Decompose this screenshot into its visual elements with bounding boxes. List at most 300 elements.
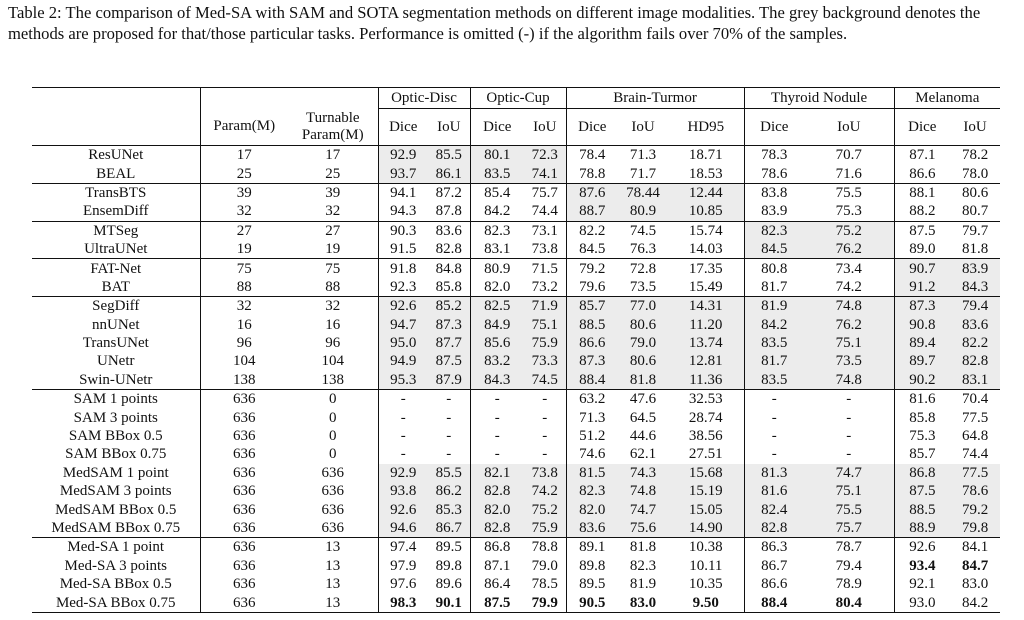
metric-cell: - — [378, 390, 428, 409]
metric-cell: 82.3 — [744, 221, 804, 240]
metric-cell: - — [542, 409, 548, 426]
param-cell: 25 — [200, 164, 288, 183]
metric-cell: 73.1 — [531, 222, 558, 239]
turnable-param-cell: 636 — [321, 501, 344, 518]
method-cell: nnUNet — [92, 316, 140, 333]
metric-cell: 73.8 — [524, 240, 566, 259]
metric-cell: - — [744, 408, 804, 426]
metric-cell: 77.5 — [950, 464, 1000, 482]
table-row — [32, 278, 1000, 297]
metric-cell: 95.0 — [378, 334, 428, 352]
metric-cell: 88.5 — [566, 316, 618, 334]
turnable-line1: Turnable — [305, 109, 360, 126]
turnable-param-cell: 0 — [329, 409, 337, 426]
metric-cell: 85.4 — [470, 183, 524, 202]
param-cell: 32 — [200, 202, 288, 221]
metric-cell: 85.3 — [428, 500, 470, 518]
metric-cell: 12.81 — [668, 352, 744, 370]
table-row — [32, 202, 1000, 221]
metric-cell: 84.2 — [744, 316, 804, 334]
method-cell: Med-SA 1 point — [67, 539, 165, 556]
method-cell: Med-SA BBox 0.75 — [32, 593, 200, 612]
header-row-groups — [32, 88, 1000, 109]
metric-cell: 78.6 — [744, 164, 804, 183]
metric-cell: 27.51 — [688, 446, 723, 463]
metric-cell: - — [470, 427, 524, 445]
metric-cell: 71.3 — [566, 408, 618, 426]
metric-cell: 83.9 — [744, 202, 804, 221]
table-row — [32, 297, 1000, 316]
metric-cell: 82.3 — [629, 557, 657, 574]
method-cell: UltraUNet — [32, 240, 200, 259]
metric-cell: 87.7 — [428, 334, 470, 352]
metric-cell: 9.50 — [668, 593, 744, 612]
group-header-optic-cup: Optic-Cup — [470, 88, 566, 109]
metric-cell: 89.5 — [566, 575, 618, 593]
metric-cell: 11.36 — [668, 371, 744, 390]
metric-cell: 63.2 — [566, 390, 618, 409]
param-cell: 636 — [200, 557, 288, 575]
header-dice-melanoma: Dice — [894, 109, 950, 146]
metric-cell: 79.0 — [531, 557, 558, 574]
metric-cell: 90.2 — [894, 371, 950, 390]
metric-cell: 44.6 — [629, 428, 657, 445]
metric-cell: 78.3 — [744, 146, 804, 165]
metric-cell: 84.5 — [566, 240, 618, 259]
method-cell: MTSeg — [93, 222, 139, 239]
metric-cell: 87.8 — [428, 202, 470, 221]
metric-cell: 15.49 — [668, 278, 744, 297]
metric-cell: - — [744, 390, 804, 409]
turnable-param-cell: 39 — [325, 184, 341, 201]
table-row — [32, 259, 1000, 278]
metric-cell: 86.4 — [470, 575, 524, 593]
metric-cell: - — [846, 428, 852, 445]
metric-cell: - — [470, 445, 524, 463]
metric-cell: 75.2 — [524, 500, 566, 518]
turnable-param-cell: 636 — [321, 483, 344, 500]
metric-cell: - — [846, 409, 852, 426]
metric-cell: 86.8 — [470, 538, 524, 557]
metric-cell: 74.8 — [804, 371, 894, 390]
metric-cell: 75.7 — [804, 519, 894, 538]
metric-cell: 75.9 — [524, 519, 566, 538]
turnable-param-cell: 636 — [321, 464, 344, 481]
metric-cell: 75.1 — [804, 482, 894, 500]
metric-cell: 93.8 — [378, 482, 428, 500]
table-row — [32, 538, 1000, 557]
metric-cell: 77.5 — [961, 409, 989, 426]
metric-cell: 79.6 — [566, 278, 618, 297]
metric-cell: 76.3 — [618, 240, 668, 259]
param-cell: 96 — [200, 334, 288, 352]
metric-cell: 82.3 — [566, 482, 618, 500]
metric-cell: 85.2 — [428, 297, 470, 316]
metric-cell: - — [542, 446, 548, 463]
metric-cell: 89.7 — [894, 352, 950, 370]
turnable-param-cell: 25 — [288, 164, 378, 183]
param-cell: 636 — [200, 445, 288, 463]
metric-cell: 73.8 — [524, 464, 566, 482]
metric-cell: 78.9 — [835, 576, 862, 593]
metric-cell: 78.5 — [531, 576, 558, 593]
metric-cell: 75.5 — [804, 500, 894, 518]
metric-cell: 89.4 — [894, 334, 950, 352]
metric-cell: 18.53 — [668, 164, 744, 183]
metric-cell: 83.9 — [950, 259, 1000, 278]
metric-cell: 64.5 — [629, 409, 657, 426]
metric-cell: 82.0 — [470, 278, 524, 297]
metric-cell: 80.4 — [804, 593, 894, 612]
metric-cell: - — [470, 390, 524, 409]
metric-cell: 78.0 — [950, 164, 1000, 183]
metric-cell: 14.31 — [668, 297, 744, 316]
header-iou-cup: IoU — [524, 109, 566, 146]
header-method-blank — [32, 88, 200, 109]
metric-cell: 92.6 — [378, 297, 428, 316]
metric-cell: - — [446, 409, 452, 426]
metric-cell: 80.8 — [744, 259, 804, 278]
metric-cell: 83.1 — [950, 371, 1000, 390]
metric-cell: 14.03 — [668, 240, 744, 259]
metric-cell: 75.2 — [804, 221, 894, 240]
metric-cell: 10.11 — [689, 557, 723, 574]
metric-cell: 97.6 — [378, 575, 428, 593]
metric-cell: - — [446, 446, 452, 463]
table-row — [32, 183, 1000, 202]
table-row — [32, 519, 1000, 538]
header-turnable-param — [288, 109, 378, 146]
method-cell: SAM 1 points — [73, 391, 158, 408]
metric-cell: 87.2 — [435, 184, 462, 201]
metric-cell: - — [446, 428, 452, 445]
metric-cell: 86.6 — [744, 575, 804, 593]
method-cell: SAM 3 points — [73, 409, 158, 426]
header-iou-disc: IoU — [428, 109, 470, 146]
turnable-param-cell: 13 — [325, 539, 341, 556]
metric-cell: 82.2 — [566, 221, 618, 240]
metric-cell: 74.7 — [618, 500, 668, 518]
turnable-param-cell: 636 — [288, 519, 378, 538]
metric-cell: - — [846, 446, 852, 463]
table-row — [32, 390, 1000, 409]
metric-cell: 84.7 — [961, 557, 989, 574]
metric-cell: 71.7 — [618, 164, 668, 183]
metric-cell: 92.6 — [378, 500, 428, 518]
group-header-optic-disc: Optic-Disc — [378, 88, 470, 109]
param-cell: 636 — [200, 593, 288, 612]
metric-cell: 81.8 — [950, 240, 1000, 259]
param-cell: 104 — [200, 352, 288, 370]
metric-cell: 74.4 — [524, 202, 566, 221]
turnable-param-cell: 19 — [288, 240, 378, 259]
method-cell: Med-SA BBox 0.5 — [59, 576, 172, 593]
metric-cell: 85.8 — [428, 278, 470, 297]
metric-cell: 90.1 — [428, 593, 470, 612]
metric-cell: 87.5 — [428, 352, 470, 370]
metric-cell: 81.7 — [744, 278, 804, 297]
metric-cell: 79.2 — [950, 500, 1000, 518]
header-dice-cup: Dice — [470, 109, 524, 146]
metric-cell: 89.1 — [566, 538, 618, 557]
metric-cell: 84.2 — [950, 593, 1000, 612]
metric-cell: 81.9 — [744, 297, 804, 316]
metric-cell: 79.4 — [835, 557, 862, 574]
metric-cell: 94.7 — [378, 316, 428, 334]
metric-cell: 51.2 — [566, 427, 618, 445]
metric-cell: 91.2 — [894, 278, 950, 297]
turnable-param-cell: 0 — [329, 446, 337, 463]
table-row — [32, 575, 1000, 593]
metric-cell: 86.7 — [744, 557, 804, 575]
metric-cell: 83.6 — [950, 316, 1000, 334]
metric-cell: 85.8 — [894, 408, 950, 426]
metric-cell: 92.3 — [378, 278, 428, 297]
metric-cell: 81.6 — [744, 482, 804, 500]
metric-cell: 72.8 — [629, 260, 657, 277]
metric-cell: 14.90 — [668, 519, 744, 538]
metric-cell: 75.3 — [894, 427, 950, 445]
method-cell: SegDiff — [92, 298, 140, 315]
param-cell: 75 — [200, 259, 288, 278]
method-cell: Swin-UNetr — [32, 371, 200, 390]
table-row — [32, 164, 1000, 183]
group-header-thyroid-nodule: Thyroid Nodule — [744, 88, 894, 109]
param-cell: 636 — [200, 575, 288, 593]
metric-cell: 73.3 — [524, 352, 566, 370]
header-iou-melanoma: IoU — [950, 109, 1000, 146]
metric-cell: 88.4 — [566, 371, 618, 390]
table-row — [32, 221, 1000, 240]
metric-cell: 82.8 — [428, 240, 470, 259]
metric-cell: 85.5 — [428, 464, 470, 482]
param-cell: 88 — [200, 278, 288, 297]
metric-cell: 89.8 — [566, 557, 618, 575]
metric-cell: 87.1 — [894, 146, 950, 165]
param-cell: 39 — [200, 183, 288, 202]
method-cell: SAM BBox 0.5 — [68, 428, 163, 445]
metric-cell: 15.68 — [668, 464, 744, 482]
turnable-param-cell: 13 — [325, 557, 341, 574]
metric-cell: - — [542, 428, 548, 445]
metric-cell: 82.2 — [950, 334, 1000, 352]
metric-cell: 85.7 — [566, 297, 618, 316]
metric-cell: 83.8 — [744, 183, 804, 202]
turnable-param-cell: 16 — [325, 316, 341, 333]
metric-cell: - — [542, 391, 548, 408]
metric-cell: 70.4 — [961, 391, 989, 408]
metric-cell: 97.4 — [378, 538, 428, 557]
header-param-blank — [200, 88, 288, 109]
metric-cell: 84.1 — [961, 539, 989, 556]
metric-cell: 89.0 — [894, 240, 950, 259]
metric-cell: 90.7 — [894, 259, 950, 278]
comparison-table — [32, 87, 1000, 613]
metric-cell: 87.5 — [894, 482, 950, 500]
table-row — [32, 593, 1000, 612]
metric-cell: 79.0 — [618, 334, 668, 352]
metric-cell: 82.0 — [470, 500, 524, 518]
metric-cell: 32.53 — [688, 391, 723, 408]
metric-cell: - — [446, 391, 452, 408]
metric-cell: 88.7 — [566, 202, 618, 221]
metric-cell: - — [744, 427, 804, 445]
turnable-param-cell: 13 — [288, 593, 378, 612]
metric-cell: 74.5 — [524, 371, 566, 390]
turnable-param-cell: 88 — [288, 278, 378, 297]
param-cell: 636 — [200, 427, 288, 445]
table-row — [32, 445, 1000, 463]
table-caption: Table 2: The comparison of Med-SA with SAM and SOTA segmentation methods on different image modalities. The grey background denotes the methods are proposed for that/those particular tasks. Performance is omitted (-) if the algorithm fails over 70% of the samples. — [8, 3, 981, 43]
metric-cell: 84.9 — [470, 316, 524, 334]
metric-cell: 82.8 — [470, 482, 524, 500]
metric-cell: 94.9 — [378, 352, 428, 370]
metric-cell: 82.8 — [470, 519, 524, 538]
table-row — [32, 316, 1000, 334]
metric-cell: 81.8 — [618, 371, 668, 390]
metric-cell: 10.38 — [688, 539, 723, 556]
metric-cell: 92.1 — [894, 575, 950, 593]
metric-cell: 78.2 — [961, 147, 989, 164]
metric-cell: 73.2 — [524, 278, 566, 297]
metric-cell: 74.5 — [629, 222, 657, 239]
metric-cell: 75.1 — [524, 316, 566, 334]
metric-cell: 80.6 — [618, 316, 668, 334]
param-cell: 17 — [200, 146, 288, 165]
method-cell: MedSAM BBox 0.75 — [32, 519, 200, 538]
metric-cell: 74.7 — [804, 464, 894, 482]
metric-cell: 15.05 — [668, 500, 744, 518]
metric-cell: 74.8 — [804, 297, 894, 316]
metric-cell: 80.1 — [470, 146, 524, 165]
metric-cell: 80.7 — [950, 202, 1000, 221]
turnable-param-cell: 75 — [325, 260, 341, 277]
param-cell: 636 — [200, 500, 288, 518]
metric-cell: 92.9 — [378, 146, 428, 165]
metric-cell: 10.35 — [688, 576, 723, 593]
table-row — [32, 427, 1000, 445]
metric-cell: 91.8 — [378, 259, 428, 278]
metric-cell: 81.6 — [894, 390, 950, 409]
metric-cell: 83.2 — [470, 352, 524, 370]
metric-cell: 78.8 — [566, 164, 618, 183]
header-iou-thyroid: IoU — [804, 109, 894, 146]
metric-cell: 83.6 — [435, 222, 462, 239]
metric-cell: 64.8 — [961, 428, 989, 445]
metric-cell: 85.5 — [428, 146, 470, 165]
turnable-param-cell: 104 — [321, 353, 344, 370]
metric-cell: 83.5 — [744, 371, 804, 390]
metric-cell: 79.4 — [950, 297, 1000, 316]
header-dice-brain: Dice — [566, 109, 618, 146]
metric-cell: 75.5 — [835, 184, 862, 201]
metric-cell: 98.3 — [378, 593, 428, 612]
table-row — [32, 334, 1000, 352]
metric-cell: 47.6 — [629, 391, 657, 408]
metric-cell: 93.7 — [378, 164, 428, 183]
metric-cell: 88.9 — [894, 519, 950, 538]
metric-cell: 94.3 — [378, 202, 428, 221]
metric-cell: 87.5 — [894, 221, 950, 240]
header-dice-thyroid: Dice — [744, 109, 804, 146]
metric-cell: 71.5 — [531, 260, 558, 277]
metric-cell: 83.0 — [618, 593, 668, 612]
metric-cell: 89.6 — [435, 576, 462, 593]
method-cell: FAT-Net — [90, 260, 142, 277]
metric-cell: - — [470, 408, 524, 426]
metric-cell: 62.1 — [629, 446, 657, 463]
metric-cell: 86.6 — [566, 334, 618, 352]
metric-cell: 87.5 — [470, 593, 524, 612]
header-turnable-blank — [288, 88, 378, 109]
metric-cell: 82.8 — [744, 519, 804, 538]
table-row — [32, 371, 1000, 390]
table-row — [32, 146, 1000, 165]
metric-cell: 80.9 — [618, 202, 668, 221]
metric-cell: 74.6 — [566, 445, 618, 463]
param-cell: 32 — [200, 297, 288, 316]
metric-cell: 81.7 — [744, 352, 804, 370]
metric-cell: 86.3 — [744, 538, 804, 557]
method-cell: TransUNet — [82, 335, 149, 352]
metric-cell: 77.0 — [618, 297, 668, 316]
metric-cell: 38.56 — [688, 428, 723, 445]
metric-cell: 83.6 — [566, 519, 618, 538]
metric-cell: 78.8 — [531, 539, 558, 556]
method-cell: MedSAM 3 points — [59, 483, 172, 500]
metric-cell: 75.3 — [804, 202, 894, 221]
metric-cell: 87.3 — [428, 316, 470, 334]
metric-cell: 82.8 — [950, 352, 1000, 370]
turnable-param-cell: 13 — [325, 576, 341, 593]
param-cell: 138 — [200, 371, 288, 390]
metric-cell: 71.9 — [524, 297, 566, 316]
method-cell: MedSAM 1 point — [62, 464, 169, 481]
metric-cell: 84.3 — [950, 278, 1000, 297]
metric-cell: 78.7 — [835, 539, 862, 556]
header-hd95-brain: HD95 — [668, 109, 744, 146]
metric-cell: 90.3 — [378, 221, 428, 240]
metric-cell: 87.3 — [566, 352, 618, 370]
metric-cell: 91.5 — [378, 240, 428, 259]
metric-cell: 13.74 — [668, 334, 744, 352]
param-cell: 636 — [200, 482, 288, 500]
metric-cell: 12.44 — [668, 183, 744, 202]
metric-cell: 75.7 — [531, 184, 558, 201]
metric-cell: - — [846, 391, 852, 408]
metric-cell: 90.8 — [894, 316, 950, 334]
param-cell: 27 — [200, 221, 288, 240]
metric-cell: 82.1 — [470, 464, 524, 482]
metric-cell: 78.44 — [618, 183, 668, 202]
metric-cell: 86.1 — [428, 164, 470, 183]
metric-cell: 87.3 — [894, 297, 950, 316]
turnable-param-cell: 96 — [325, 335, 341, 352]
metric-cell: 80.6 — [961, 184, 989, 201]
metric-cell: 88.1 — [894, 183, 950, 202]
metric-cell: 74.2 — [804, 278, 894, 297]
param-cell: 19 — [200, 240, 288, 259]
table-row — [32, 500, 1000, 518]
metric-cell: 97.9 — [378, 557, 428, 575]
param-cell: 16 — [200, 316, 288, 334]
metric-cell: 81.3 — [744, 464, 804, 482]
metric-cell: 18.71 — [688, 147, 723, 164]
metric-cell: 84.3 — [470, 371, 524, 390]
table-row — [32, 482, 1000, 500]
table-row — [32, 557, 1000, 575]
header-param: Param(M) — [200, 109, 288, 146]
